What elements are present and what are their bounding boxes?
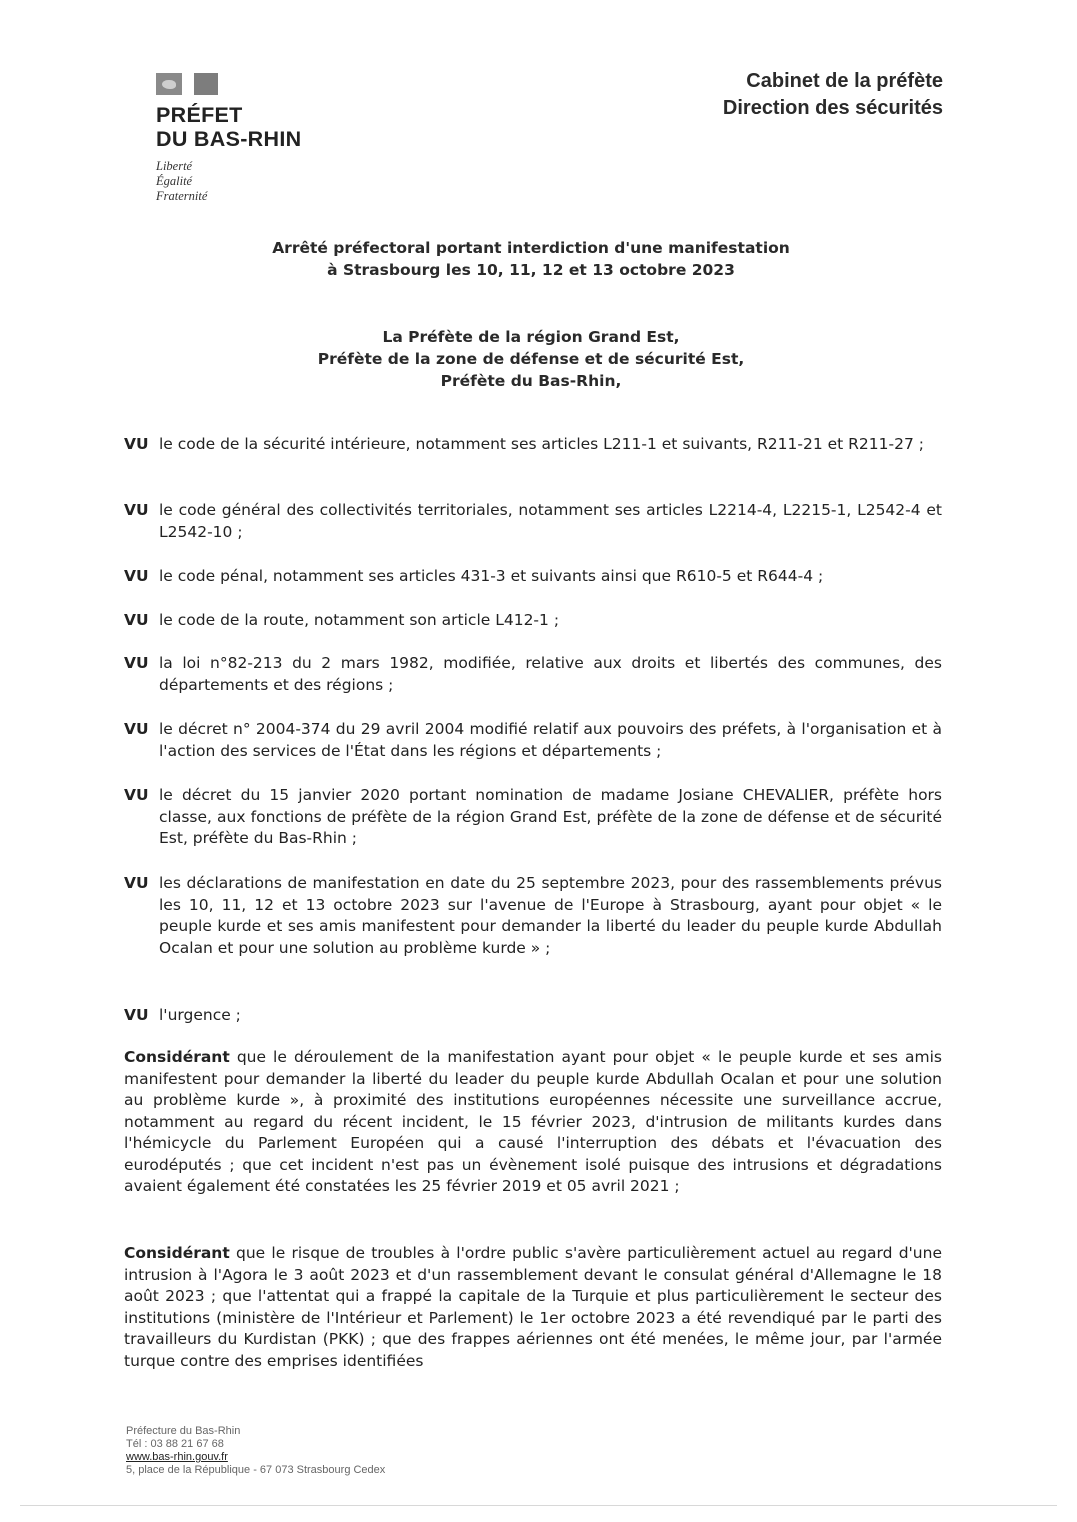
logo-title-line2: DU BAS-RHIN <box>156 127 302 151</box>
vu-label: VU <box>124 501 149 519</box>
authority-line3: Préfète du Bas-Rhin, <box>440 372 622 390</box>
vu-text: le code de la sécurité intérieure, notamment ses articles L211-1 et suivants, R211-21 et R211-27 ; <box>159 435 924 453</box>
footer-divider <box>20 1505 1057 1506</box>
vu-text: le décret du 15 janvier 2020 portant nomination de madame Josiane CHEVALIER, préfète hors classe, aux fonctions de préfète de la région Grand Est, préfète de la zone de défense et de sécurité Est, préfète du Bas-Rhin ; <box>159 786 942 847</box>
vu-item <box>124 719 942 762</box>
vu-label: VU <box>124 654 149 672</box>
title-line1: Arrêté préfectoral portant interdiction d'une manifestation <box>272 239 790 257</box>
vu-item <box>124 785 942 850</box>
vu-item <box>124 873 942 959</box>
vu-text: le décret n° 2004-374 du 29 avril 2004 modifié relatif aux pouvoirs des préfets, à l'organisation et à l'action des services de l'État dans les régions et départements ; <box>159 720 942 760</box>
vu-text: le code de la route, notamment son article L412-1 ; <box>159 611 560 629</box>
vu-text: le code pénal, notamment ses articles 431-3 et suivants ainsi que R610-5 et R644-4 ; <box>159 567 824 585</box>
vu-label: VU <box>124 567 149 585</box>
vu-item <box>124 610 942 632</box>
issuing-office <box>723 68 943 122</box>
document-title <box>156 237 906 281</box>
motto-egalite: Égalité <box>156 174 193 188</box>
cabinet-label: Cabinet de la préfète <box>746 70 943 92</box>
vu-item <box>124 653 942 696</box>
motto-liberte: Liberté <box>156 159 193 173</box>
vu-label: VU <box>124 1006 149 1024</box>
logo-title <box>156 103 356 151</box>
authority-line2: Préfète de la zone de défense et de sécurité Est, <box>317 350 745 368</box>
considerant-paragraph <box>124 1047 942 1198</box>
considerant-text: que le risque de troubles à l'ordre public s'avère particulièrement actuel au regard d'une intrusion à l'Agora le 3 août 2023 et d'un rassemblement devant le consulat général d'Allemagne le 18 août 2023 ; que l'attentat qui a frappé la capitale de la Turquie et plus particulièrement le secteur des institutions (ministère de l'Intérieur et Parlement) le 1er octobre 2023 a été revendiqué par le parti des travailleurs du Kurdistan (PKK) ; que des frappes aériennes ont été menées, le même jour, par l'armée turque contre des emprises identifiées <box>124 1244 942 1370</box>
considerant-text: que le déroulement de la manifestation ayant pour objet « le peuple kurde et ses amis manifestent pour demander la liberté du leader du peuple kurde Abdullah Ocalan et pour une solution au problème kurde », à proximité des institutions européennes nécessite une surveillance accrue, notamment au regard du récent incident, le 15 février 2023, d'intrusion de militants kurdes dans l'hémicycle du Parlement Européen qui a causé l'interruption des débats et l'évacuation des eurodéputés ; que cet incident n'est pas un évènement isolé puisque des intrusions et dégradations avaient également été constatées les 25 février 2019 et 05 avril 2021 ; <box>124 1048 942 1195</box>
authority-line1: La Préfète de la région Grand Est, <box>382 328 680 346</box>
footer-prefecture: Préfecture du Bas-Rhin <box>126 1425 241 1437</box>
prefet-logo <box>156 73 356 204</box>
vu-item <box>124 566 942 588</box>
considerant-label: Considérant <box>124 1048 230 1066</box>
footer-website-link[interactable]: www.bas-rhin.gouv.fr <box>126 1451 228 1463</box>
footer-contact <box>126 1425 385 1477</box>
vu-label: VU <box>124 874 149 892</box>
vu-text: l'urgence ; <box>159 1006 241 1024</box>
footer-address: 5, place de la République - 67 073 Strasbourg Cedex <box>126 1464 386 1476</box>
considerant-paragraph <box>124 1243 942 1372</box>
motto-fraternite: Fraternité <box>156 189 208 203</box>
vu-item <box>124 434 942 456</box>
direction-label: Direction des sécurités <box>722 97 943 119</box>
vu-label: VU <box>124 786 149 804</box>
footer-phone: Tél : 03 88 21 67 68 <box>126 1438 224 1450</box>
republic-motto <box>156 159 356 204</box>
vu-item <box>124 1005 942 1027</box>
logo-title-line1: PRÉFET <box>156 103 243 127</box>
vu-label: VU <box>124 611 149 629</box>
vu-label: VU <box>124 435 149 453</box>
marianne-logo-icon <box>156 73 220 95</box>
vu-text: les déclarations de manifestation en date du 25 septembre 2023, pour des rassemblements prévus les 10, 11, 12 et 13 octobre 2023 sur l'avenue de l'Europe à Strasbourg, ayant pour objet « le peuple kurde et ses amis manifestent pour demander la liberté du leader du peuple kurde Abdullah Ocalan et pour une solution au problème kurde » ; <box>159 874 942 957</box>
vu-text: le code général des collectivités territoriales, notamment ses articles L2214-4, L2215-1, L2542-4 et L2542-10 ; <box>159 501 942 541</box>
vu-label: VU <box>124 720 149 738</box>
vu-item <box>124 500 942 543</box>
considerant-label: Considérant <box>124 1244 230 1262</box>
vu-text: la loi n°82-213 du 2 mars 1982, modifiée, relative aux droits et libertés des communes, des départements et des régions ; <box>159 654 942 694</box>
title-line2: à Strasbourg les 10, 11, 12 et 13 octobre 2023 <box>327 261 735 279</box>
authority-block <box>156 326 906 392</box>
